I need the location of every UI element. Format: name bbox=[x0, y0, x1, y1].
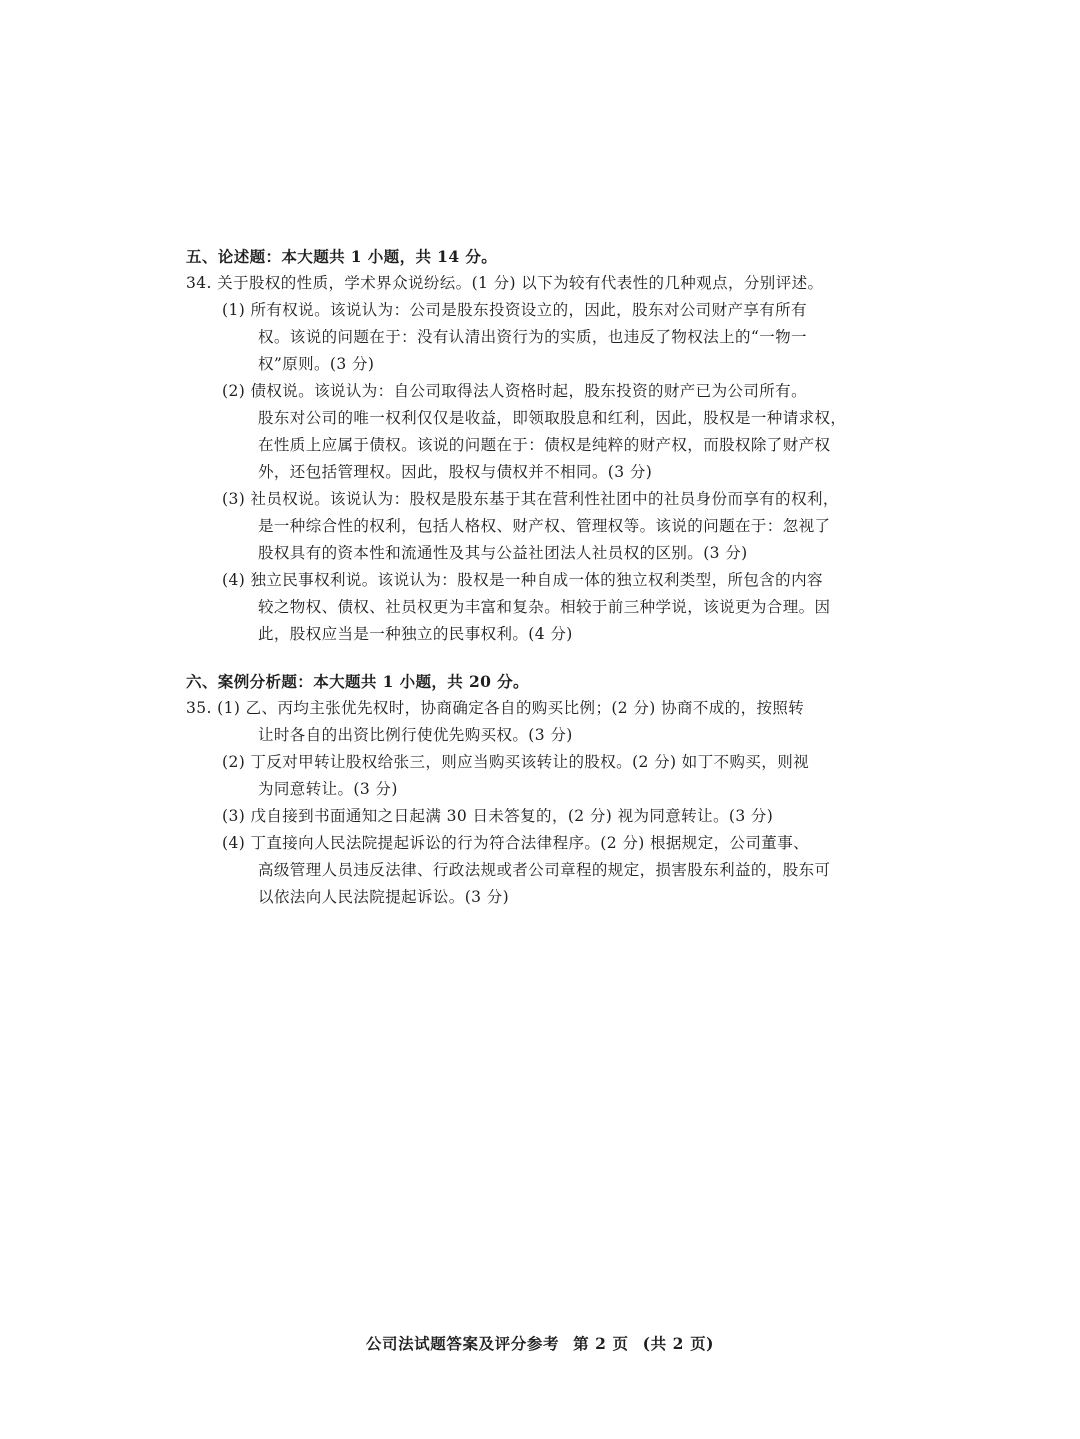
q35-item-2-line-2: 为同意转让。(3 分) bbox=[258, 780, 398, 798]
q35-item-4-line-2: 高级管理人员违反法律、行政法规或者公司章程的规定，损害股东利益的，股东可 bbox=[258, 861, 831, 879]
q35-item-4 bbox=[186, 830, 898, 911]
q34-item-3 bbox=[186, 486, 898, 567]
q34-item-4 bbox=[186, 567, 898, 648]
question-34-intro: 34. 关于股权的性质，学术界众说纷纭。(1 分) 以下为较有代表性的几种观点，分别评述。 bbox=[186, 274, 824, 292]
q34-item-4-line-2: 较之物权、债权、社员权更为丰富和复杂。相较于前三种学说，该说更为合理。因 bbox=[258, 598, 831, 616]
footer-total-pages: (共 2 页) bbox=[642, 1334, 715, 1353]
q34-item-2-line-3: 在性质上应属于债权。该说的问题在于：债权是纯粹的财产权，而股权除了财产权 bbox=[258, 436, 831, 454]
q34-item-1-line-1: (1) 所有权说。该说认为：公司是股东投资设立的，因此，股东对公司财产享有所有 bbox=[222, 301, 807, 319]
q35-item-1-line-1: 35. (1) 乙、丙均主张优先权时，协商确定各自的购买比例；(2 分) 协商不成的，按照转 bbox=[186, 699, 805, 717]
q34-item-1-line-2: 权。该说的问题在于：没有认清出资行为的实质，也违反了物权法上的“一物一 bbox=[258, 328, 807, 346]
answer-sheet-page bbox=[186, 243, 898, 911]
q34-item-1-line-3: 权”原则。(3 分) bbox=[258, 355, 375, 373]
q34-item-2-line-1: (2) 债权说。该说认为：自公司取得法人资格时起，股东投资的财产已为公司所有。 bbox=[222, 382, 807, 400]
q34-item-3-line-2: 是一种综合性的权利，包括人格权、财产权、管理权等。该说的问题在于：忽视了 bbox=[258, 517, 831, 535]
q35-item-1 bbox=[186, 695, 898, 749]
q35-item-1-line-2: 让时各自的出资比例行使优先购买权。(3 分) bbox=[258, 726, 573, 744]
q34-item-4-line-1: (4) 独立民事权利说。该说认为：股权是一种自成一体的独立权利类型，所包含的内容 bbox=[222, 571, 823, 589]
q34-item-4-line-3: 此，股权应当是一种独立的民事权利。(4 分) bbox=[258, 625, 573, 643]
q34-item-3-line-3: 股权具有的资本性和流通性及其与公益社团法人社员权的区别。(3 分) bbox=[258, 544, 748, 562]
section-6-heading: 六、案例分析题：本大题共 1 小题，共 20 分。 bbox=[186, 672, 529, 691]
footer-page-number: 第 2 页 bbox=[573, 1334, 629, 1353]
q35-item-4-line-3: 以依法向人民法院提起诉讼。(3 分) bbox=[258, 888, 510, 906]
q35-item-3-line-1: (3) 戊自接到书面通知之日起满 30 日未答复的，(2 分) 视为同意转让。(3 分) bbox=[222, 807, 774, 825]
section-spacer bbox=[186, 648, 898, 668]
q34-item-2-line-4: 外，还包括管理权。因此，股权与债权并不相同。(3 分) bbox=[258, 463, 653, 481]
q35-item-3 bbox=[186, 803, 898, 830]
q34-item-2 bbox=[186, 378, 898, 486]
section-5-heading: 五、论述题：本大题共 1 小题，共 14 分。 bbox=[186, 247, 498, 266]
footer-title: 公司法试题答案及评分参考 bbox=[365, 1334, 560, 1353]
q35-item-2 bbox=[186, 749, 898, 803]
q34-item-1 bbox=[186, 297, 898, 378]
q34-item-2-line-2: 股东对公司的唯一权利仅仅是收益，即领取股息和红利，因此，股权是一种请求权， bbox=[258, 409, 847, 427]
q35-item-4-line-1: (4) 丁直接向人民法院提起诉讼的行为符合法律程序。(2 分) 根据规定，公司董事、 bbox=[222, 834, 809, 852]
q34-item-3-line-1: (3) 社员权说。该说认为：股权是股东基于其在营利性社团中的社员身份而享有的权利， bbox=[222, 490, 839, 508]
q35-item-2-line-1: (2) 丁反对甲转让股权给张三，则应当购买该转让的股权。(2 分) 如丁不购买，则视 bbox=[222, 753, 809, 771]
page-footer bbox=[0, 1332, 1080, 1354]
